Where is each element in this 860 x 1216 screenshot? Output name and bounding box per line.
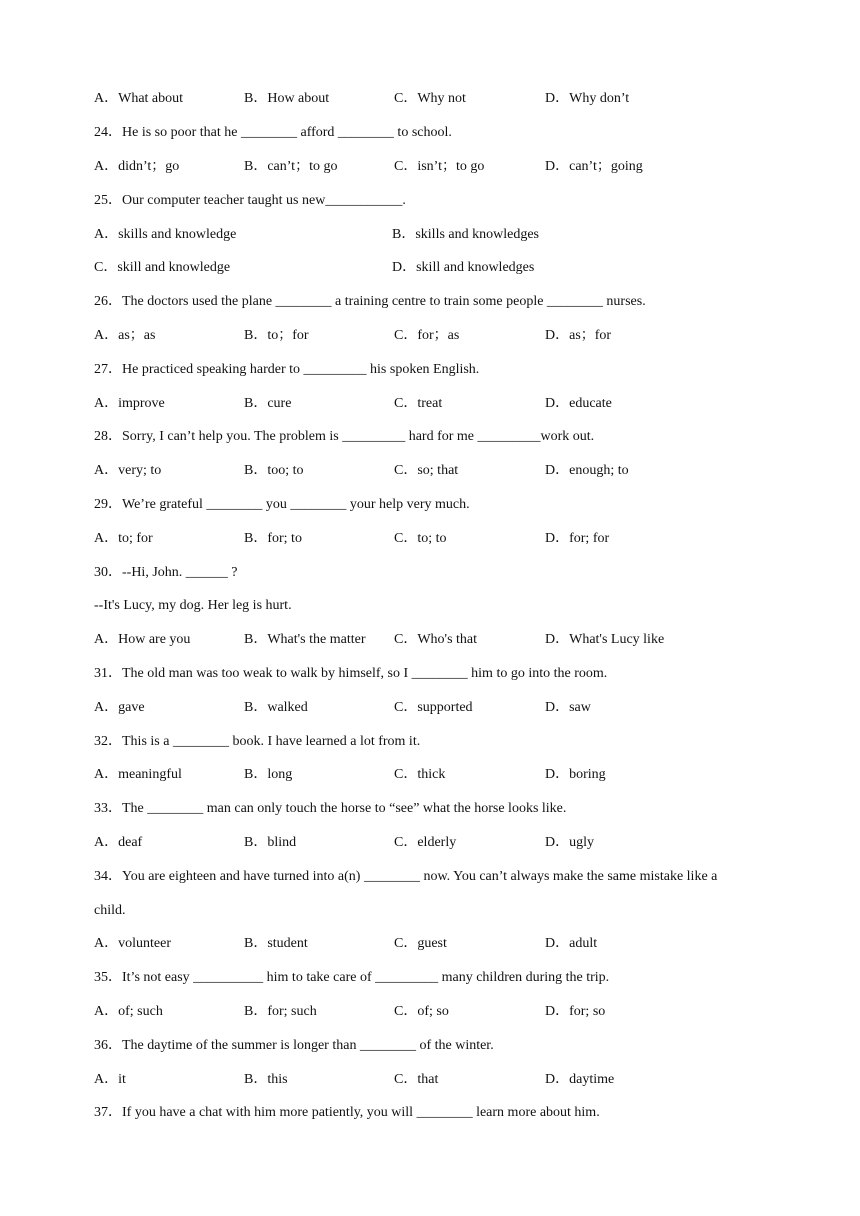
answer-option: C．for；as (394, 328, 460, 343)
question-text: 29．We’re grateful ________ you ________ your help very much. (94, 497, 470, 512)
answer-option: B．long (244, 767, 293, 782)
answer-option: A．What about (94, 91, 184, 106)
answer-option: C．so; that (394, 463, 459, 478)
answer-option: D．ugly (545, 835, 594, 850)
question-text: 34．You are eighteen and have turned into a(n) ________ now. You can’t always make the same mistake like a (94, 869, 718, 884)
answer-option: C．skill and knowledge (94, 260, 231, 275)
answer-option: D．adult (545, 936, 598, 951)
answer-option: D．boring (545, 767, 606, 782)
question-text: 32．This is a ________ book. I have learned a lot from it. (94, 734, 421, 749)
answer-option: B．skills and knowledges (392, 227, 539, 242)
answer-option: D．for; for (545, 531, 610, 546)
answer-option: D．What's Lucy like (545, 632, 665, 647)
answer-option: C．to; to (394, 531, 447, 546)
answer-option: B．student (244, 936, 308, 951)
question-text: 24．He is so poor that he ________ afford ________ to school. (94, 125, 452, 140)
answer-option: D．Why don’t (545, 91, 630, 106)
answer-option: B．for; such (244, 1004, 317, 1019)
answer-option: A．deaf (94, 835, 143, 850)
answer-option: C．Who's that (394, 632, 478, 647)
answer-option: B．for; to (244, 531, 302, 546)
question-text: --It's Lucy, my dog. Her leg is hurt. (94, 598, 292, 613)
answer-option: C．of; so (394, 1004, 449, 1019)
answer-option: C．supported (394, 700, 473, 715)
answer-option: C．guest (394, 936, 447, 951)
question-text: 37．If you have a chat with him more patiently, you will ________ learn more about him. (94, 1105, 600, 1120)
answer-option: B．cure (244, 396, 292, 411)
answer-option: A．of; such (94, 1004, 163, 1019)
question-text: 33．The ________ man can only touch the horse to “see” what the horse looks like. (94, 801, 567, 816)
answer-option: A．to; for (94, 531, 153, 546)
answer-option: B．this (244, 1072, 288, 1087)
answer-option: D．can’t；going (545, 159, 643, 174)
answer-option: A．very; to (94, 463, 162, 478)
answer-option: B．to；for (244, 328, 309, 343)
question-text: child. (94, 903, 126, 918)
question-text: 27．He practiced speaking harder to _________ his spoken English. (94, 362, 480, 377)
answer-option: D．educate (545, 396, 612, 411)
question-text: 35．It’s not easy __________ him to take care of _________ many children during the trip. (94, 970, 610, 985)
question-text: 26．The doctors used the plane ________ a training centre to train some people ________ nurses. (94, 294, 646, 309)
answer-option: D．skill and knowledges (392, 260, 535, 275)
answer-option: A．it (94, 1072, 126, 1087)
answer-option: C．thick (394, 767, 446, 782)
answer-option: D．enough; to (545, 463, 629, 478)
answer-option: A．How are you (94, 632, 191, 647)
answer-option: C．elderly (394, 835, 457, 850)
question-text: 25．Our computer teacher taught us new___________. (94, 193, 406, 208)
answer-option: D．as；for (545, 328, 612, 343)
question-text: 31．The old man was too weak to walk by himself, so I ________ him to go into the room. (94, 666, 608, 681)
answer-option: C．isn’t；to go (394, 159, 485, 174)
answer-option: B．How about (244, 91, 330, 106)
answer-option: C．Why not (394, 91, 466, 106)
answer-option: B．can’t；to go (244, 159, 338, 174)
question-text: 28．Sorry, I can’t help you. The problem is _________ hard for me _________work out. (94, 429, 595, 444)
answer-option: D．daytime (545, 1072, 615, 1087)
answer-option: B．walked (244, 700, 308, 715)
answer-option: C．that (394, 1072, 439, 1087)
answer-option: D．for; so (545, 1004, 606, 1019)
question-text: 30．--Hi, John. ______ ? (94, 565, 238, 580)
answer-option: A．as；as (94, 328, 156, 343)
question-text: 36．The daytime of the summer is longer than ________ of the winter. (94, 1038, 494, 1053)
answer-option: A．volunteer (94, 936, 171, 951)
answer-option: A．meaningful (94, 767, 182, 782)
answer-option: D．saw (545, 700, 591, 715)
answer-option: B．blind (244, 835, 297, 850)
answer-option: C．treat (394, 396, 443, 411)
answer-option: B．What's the matter (244, 632, 366, 647)
answer-option: B．too; to (244, 463, 304, 478)
answer-option: A．skills and knowledge (94, 227, 237, 242)
answer-option: A．didn’t；go (94, 159, 180, 174)
answer-option: A．improve (94, 396, 165, 411)
answer-option: A．gave (94, 700, 145, 715)
